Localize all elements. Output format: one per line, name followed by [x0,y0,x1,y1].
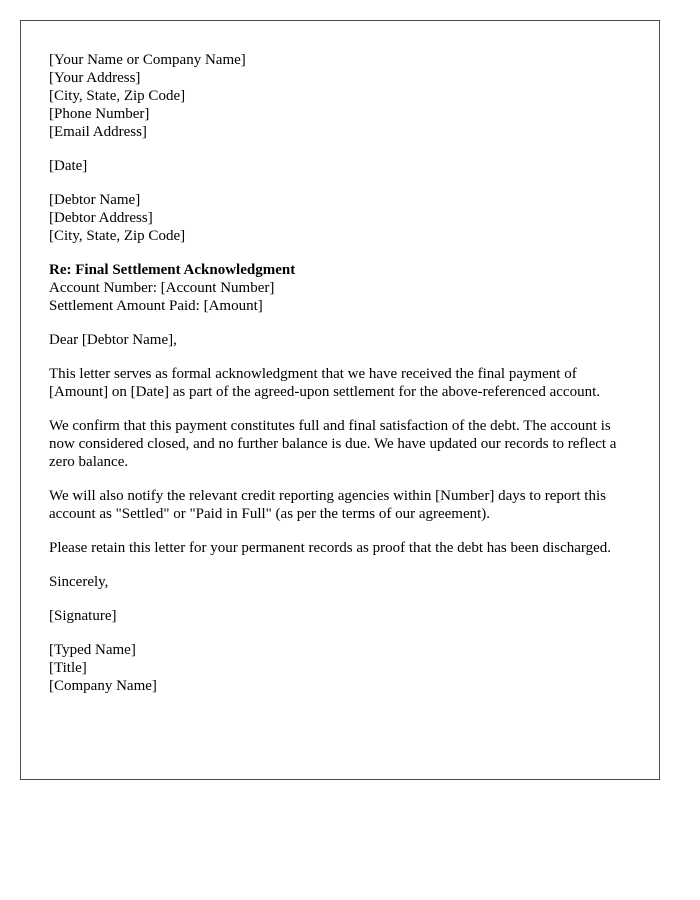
recipient-name: [Debtor Name] [49,192,141,208]
body-paragraph-2: We confirm that this payment constitutes full and final satisfaction of the debt. The account is now considered closed, and no further balance is due. We have updated our records to reflect a zero balance. [49,418,617,470]
signer-typed-name: [Typed Name] [49,642,136,658]
signature-block [49,607,639,625]
signature: [Signature] [49,608,117,624]
letter-content [49,51,639,711]
subject-block [49,261,639,315]
letter-page [20,20,660,780]
recipient-address: [Debtor Address] [49,210,153,226]
subject-title: Re: Final Settlement Acknowledgment [49,262,296,278]
sender-city-state-zip: [City, State, Zip Code] [49,88,186,104]
account-number: Account Number: [Account Number] [49,280,275,296]
body-paragraph-4: Please retain this letter for your permanent records as proof that the debt has been discharged. [49,540,612,556]
sender-block [49,51,639,141]
sender-email: [Email Address] [49,124,147,140]
sender-phone: [Phone Number] [49,106,150,122]
salutation: Dear [Debtor Name], [49,332,177,348]
signer-title: [Title] [49,660,87,676]
body-paragraph-1: This letter serves as formal acknowledgment that we have received the final payment of [Amount] on [Date] as part of the agreed-upon settlement for the above-referenced account. [49,366,601,400]
closing-block [49,573,639,591]
date-block [49,157,639,175]
settlement-amount: Settlement Amount Paid: [Amount] [49,298,263,314]
signer-block [49,641,639,695]
closing: Sincerely, [49,574,109,590]
sender-address: [Your Address] [49,70,141,86]
letter-date: [Date] [49,158,88,174]
recipient-city-state-zip: [City, State, Zip Code] [49,228,186,244]
recipient-block [49,191,639,245]
body-paragraph-3: We will also notify the relevant credit reporting agencies within [Number] days to report this account as "Settled" or "Paid in Full" (as per the terms of our agreement). [49,488,606,522]
signer-company: [Company Name] [49,678,157,694]
salutation-block [49,331,639,349]
sender-name: [Your Name or Company Name] [49,52,246,68]
